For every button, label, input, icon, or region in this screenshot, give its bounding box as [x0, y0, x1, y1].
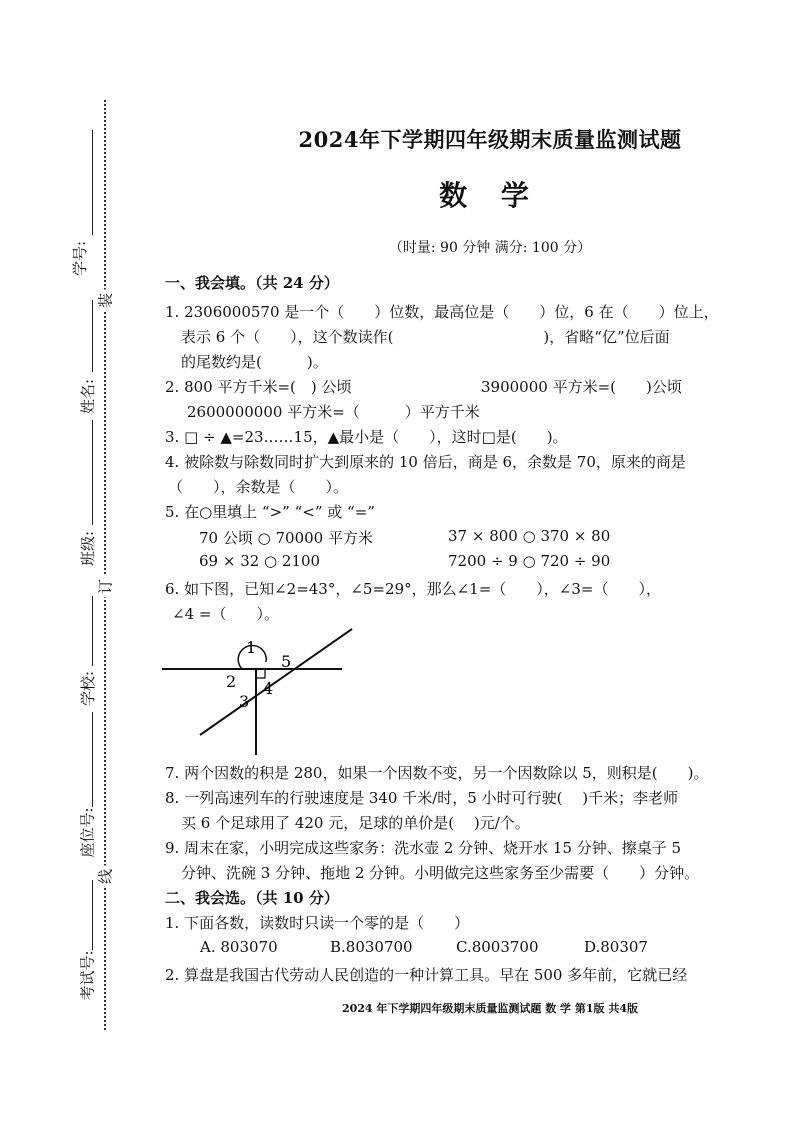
- class-label: 班级:: [79, 530, 98, 567]
- question-6-line-2: ∠4 =（ ）。: [172, 605, 279, 623]
- angle-figure: [160, 625, 360, 760]
- exam-room-no-field[interactable]: [92, 880, 93, 950]
- choice-option-d[interactable]: D.80307: [584, 938, 648, 956]
- order-mark: 订: [95, 576, 116, 598]
- question-5-compare-1: 70 公顷 ○ 70000 平方米: [199, 529, 373, 547]
- exam-title: 2024年下学期四年级期末质量监测试题: [298, 127, 682, 152]
- choice-option-b[interactable]: B.8030700: [330, 938, 413, 956]
- angle-3-label: 3: [239, 692, 250, 711]
- line-mark: 线: [95, 866, 116, 888]
- section-2-heading: 二、我会选。（共 10 分）: [165, 889, 339, 907]
- question-2-part-c: 2600000000 平方米=（ ）平方千米: [187, 403, 480, 421]
- question-1-line-1: 1. 2306000570 是一个（ ）位数，最高位是（ ）位，6 在（ ）位上，: [165, 303, 719, 321]
- choice-question-1: 1. 下面各数，读数时只读一个零的是（ ）: [165, 914, 470, 932]
- angle-5-label: 5: [281, 652, 292, 671]
- exam-room-no-label: 考试号:: [78, 950, 97, 1001]
- exam-meta: （时量: 90 分钟 满分: 100 分）: [388, 240, 592, 256]
- student-no-field[interactable]: [92, 130, 93, 235]
- student-no-label: 学号:: [71, 240, 90, 277]
- choice-option-c[interactable]: C.8003700: [456, 938, 539, 956]
- binding-dotted-line: [104, 100, 106, 1030]
- question-5-compare-2: 37 × 800 ○ 370 × 80: [448, 527, 611, 545]
- question-1-line-2: 表示 6 个（ ），这个数读作( )，省略“亿”位后面: [181, 328, 670, 346]
- slanted-line: [200, 629, 352, 735]
- name-label: 姓名:: [79, 378, 98, 415]
- question-8-line-2: 买 6 个足球用了 420 元，足球的单价是( )元/个。: [181, 814, 530, 832]
- seat-no-field[interactable]: [92, 712, 93, 807]
- question-4-line-2: （ ），余数是（ ）。: [168, 478, 349, 496]
- question-9-line-2: 分钟、洗碗 3 分钟、拖地 2 分钟。小明做完这些家务至少需要（ ）分钟。: [181, 864, 700, 882]
- binding-mark: 装: [95, 290, 116, 312]
- section-1-heading: 一、我会填。（共 24 分）: [165, 274, 339, 292]
- question-1-line-3: 的尾数约是( )。: [181, 353, 328, 371]
- right-angle-mark: [256, 669, 265, 678]
- question-3: 3. □ ÷ ▲=23……15，▲最小是（ ），这时□是( )。: [165, 428, 568, 446]
- subject-title: 数 学: [439, 179, 541, 212]
- school-label: 学校:: [79, 670, 98, 707]
- class-field[interactable]: [92, 420, 93, 525]
- question-2-part-a: 2. 800 平方千米=( ) 公顷: [165, 378, 352, 396]
- angle-1-label: 1: [246, 638, 257, 657]
- school-field[interactable]: [92, 596, 93, 666]
- choice-question-2: 2. 算盘是我国古代劳动人民创造的一种计算工具。早在 500 多年前，它就已经: [165, 966, 688, 984]
- question-5-compare-4: 7200 ÷ 9 ○ 720 ÷ 90: [448, 552, 611, 570]
- question-5-compare-3: 69 × 32 ○ 2100: [199, 552, 321, 570]
- page-footer: 2024 年下学期四年级期末质量监测试题 数 学 第1版 共4版: [341, 1002, 639, 1015]
- question-9-line-1: 9. 周末在家，小明完成这些家务：洗水壶 2 分钟、烧开水 15 分钟、擦桌子 5: [165, 839, 682, 857]
- question-4-line-1: 4. 被除数与除数同时扩大到原来的 10 倍后，商是 6，余数是 70，原来的商是: [165, 453, 686, 471]
- angle-4-label: 4: [263, 679, 274, 698]
- angle-2-label: 2: [226, 672, 237, 691]
- question-2-part-b: 3900000 平方米=( )公顷: [481, 378, 682, 396]
- question-7: 7. 两个因数的积是 280，如果一个因数不变，另一个因数除以 5，则积是( )。: [165, 764, 709, 782]
- question-8-line-1: 8. 一列高速列车的行驶速度是 340 千米/时，5 小时可行驶( )千米；李老师: [165, 789, 679, 807]
- question-5: 5. 在○里填上 “>” “<” 或 “=”: [165, 503, 375, 521]
- name-field[interactable]: [92, 300, 93, 372]
- choice-option-a[interactable]: A. 803070: [200, 938, 278, 956]
- binding-margin: [0, 0, 140, 1123]
- question-6-line-1: 6. 如下图，已知∠2=43°，∠5=29°，那么∠1=（ ），∠3=（ ），: [165, 580, 661, 598]
- seat-no-label: 座位号:: [78, 807, 97, 858]
